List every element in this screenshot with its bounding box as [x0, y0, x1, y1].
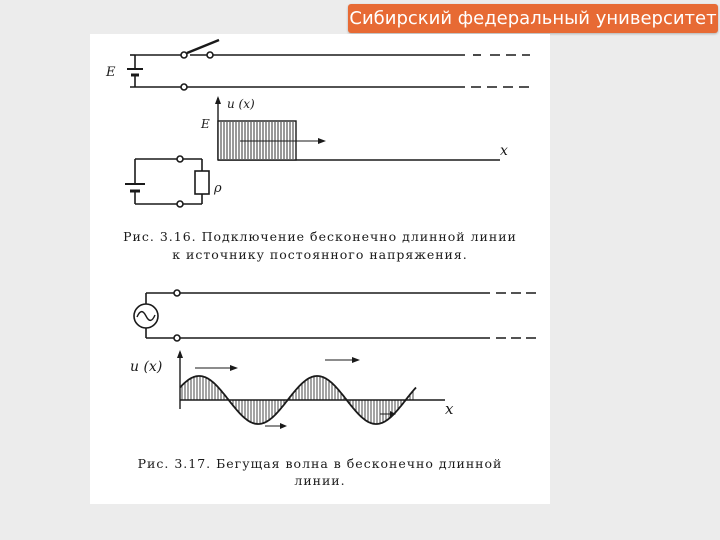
caption-fig-3-16	[90, 228, 550, 264]
fig316-y-axis-label: u (x)	[227, 97, 255, 111]
resistor-icon	[195, 171, 209, 194]
resistor-label: ρ	[214, 181, 222, 196]
fig316-line-diagram	[130, 52, 530, 90]
caption-fig-3-17-line2: линии.	[294, 473, 346, 488]
level-label: E	[201, 117, 210, 131]
source-label: E	[106, 65, 116, 80]
caption-fig-3-17-line1: Рис. 3.17. Бегущая волна в бесконечно длинной	[137, 456, 503, 471]
fig317-wave-graph	[177, 350, 445, 429]
wave-arrow-2	[352, 357, 360, 363]
battery-icon	[125, 184, 145, 191]
fig317-y-axis-label: u (x)	[130, 359, 163, 375]
figures-canvas	[90, 34, 550, 504]
propagation-arrow	[318, 138, 326, 144]
textbook-page-scan	[90, 34, 550, 504]
switch-icon	[187, 40, 219, 53]
ac-source-icon	[134, 304, 158, 328]
wave-arrow-1	[230, 365, 238, 371]
caption-fig-3-17	[90, 455, 550, 489]
battery-icon	[127, 69, 143, 75]
fig316-x-axis-label: x	[500, 143, 508, 159]
fig317-line-diagram	[146, 290, 540, 341]
fig317-x-axis-label: x	[445, 400, 454, 418]
caption-fig-3-16-line1: Рис. 3.16. Подключение бесконечно длинной линии	[123, 229, 517, 244]
fig316-resistor-circuit	[135, 156, 202, 207]
fig316-step-graph	[215, 96, 500, 160]
caption-fig-3-16-line2: к источнику постоянного напряжения.	[172, 247, 468, 262]
wave-arrow-3	[280, 423, 287, 429]
university-banner: Сибирский федеральный университет	[348, 4, 718, 33]
